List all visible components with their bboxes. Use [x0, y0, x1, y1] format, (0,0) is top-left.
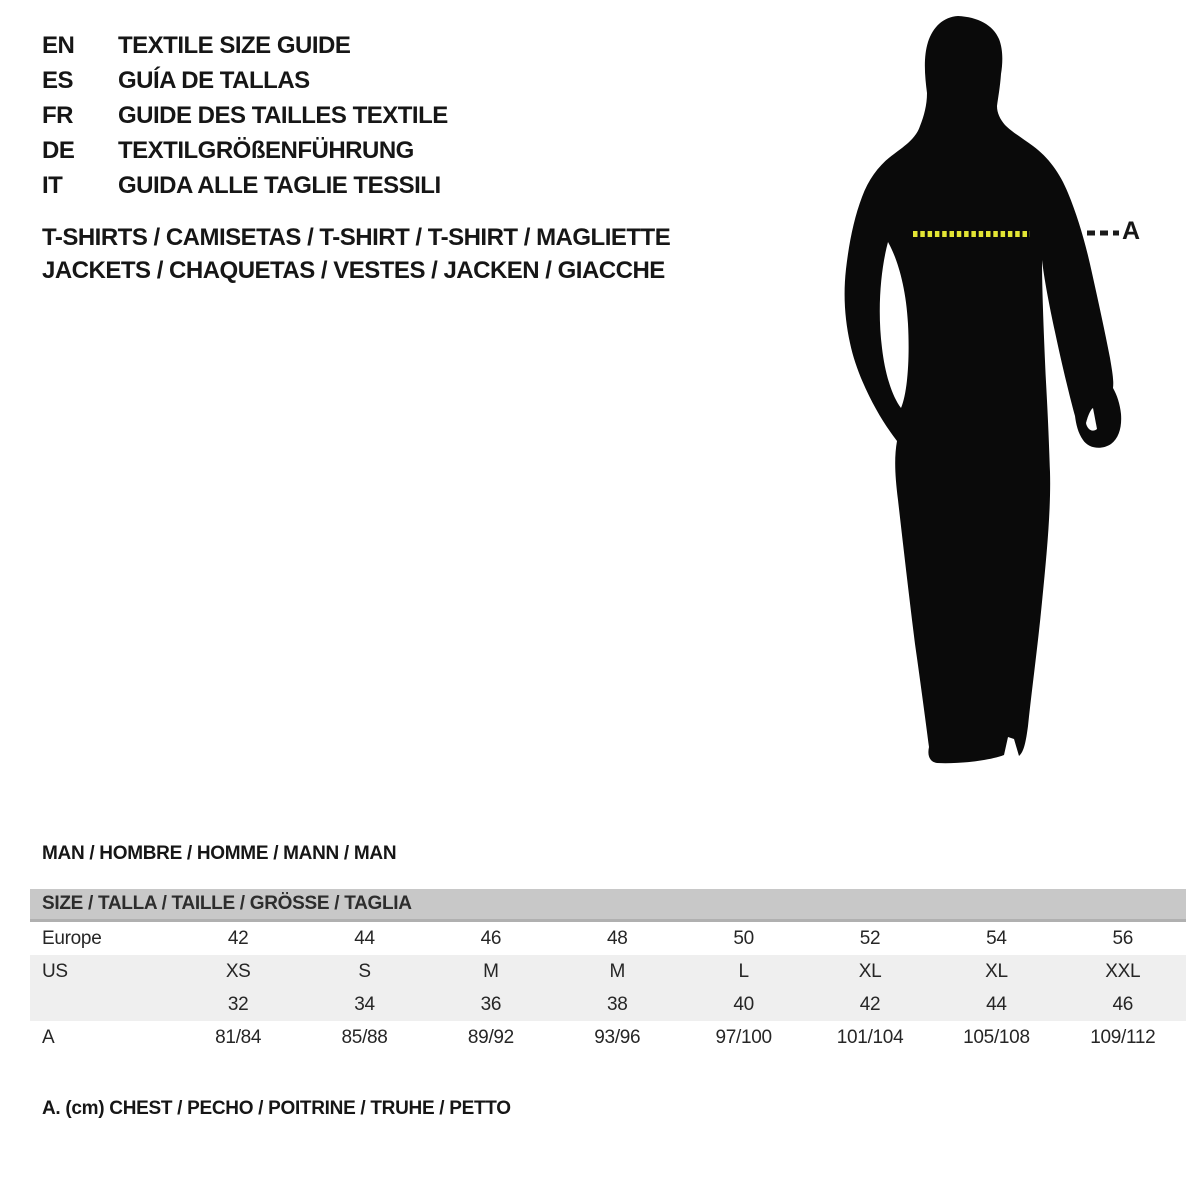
table-row-numeric: [30, 988, 1186, 1021]
category-line-jackets: JACKETS / CHAQUETAS / VESTES / JACKEN / GIACCHE: [42, 257, 665, 284]
size-value: 34: [354, 994, 375, 1015]
size-value: 44: [986, 994, 1007, 1015]
size-value: 32: [227, 994, 249, 1015]
size-value: 52: [859, 928, 881, 949]
language-guide-item: [42, 98, 448, 133]
size-table-header: SIZE / TALLA / TAILLE / GRÖSSE / TAGLIA: [30, 889, 1186, 922]
size-value: 85/88: [341, 1027, 388, 1048]
table-row-europe: [30, 922, 1186, 955]
man-silhouette: [840, 10, 1140, 780]
guide-title: GUIDA ALLE TAGLIE TESSILI: [118, 171, 441, 199]
size-value: 105/108: [963, 1027, 1030, 1048]
guide-title: GUÍA DE TALLAS: [118, 66, 310, 94]
size-value: S: [358, 961, 371, 982]
row-label: A: [42, 1027, 55, 1048]
size-value: XXL: [1105, 961, 1141, 982]
man-silhouette-body: [845, 16, 1122, 763]
size-value: M: [483, 961, 499, 982]
size-value: 44: [354, 928, 375, 949]
language-code: FR: [42, 101, 73, 129]
language-guide-item: [42, 63, 448, 98]
table-row-chest-a: [30, 1021, 1186, 1054]
size-value: 42: [859, 994, 881, 1015]
guide-title: TEXTILGRÖßENFÜHRUNG: [118, 136, 414, 164]
size-value: 56: [1112, 928, 1134, 949]
guide-title: GUIDE DES TAILLES TEXTILE: [118, 101, 448, 129]
row-label: Europe: [42, 928, 102, 949]
section-title: MAN / HOMBRE / HOMME / MANN / MAN: [42, 843, 397, 864]
language-guide-item: [42, 28, 448, 63]
size-value: 81/84: [215, 1027, 262, 1048]
size-value: 48: [607, 928, 628, 949]
size-value: 46: [480, 928, 502, 949]
size-value: 101/104: [836, 1027, 904, 1048]
size-value: 89/92: [467, 1027, 514, 1048]
language-guide-item: [42, 168, 448, 203]
size-value: 36: [480, 994, 502, 1015]
size-value: 46: [1112, 994, 1134, 1015]
measurement-caption: A. (cm) CHEST / PECHO / POITRINE / TRUHE / PETTO: [42, 1098, 511, 1119]
size-value: 109/112: [1090, 1027, 1156, 1048]
size-value: 42: [227, 928, 249, 949]
language-code: ES: [42, 66, 74, 94]
size-table: [30, 889, 1186, 1054]
size-value: XS: [225, 961, 251, 982]
language-guide-list: [42, 28, 448, 203]
language-guide-item: [42, 133, 448, 168]
size-value: L: [738, 961, 749, 982]
size-value: 50: [733, 928, 754, 949]
size-value: XL: [858, 961, 882, 982]
size-value: 54: [986, 928, 1007, 949]
category-lines: [42, 221, 670, 287]
guide-title: TEXTILE SIZE GUIDE: [118, 31, 351, 59]
size-value: 38: [607, 994, 628, 1015]
row-label: US: [42, 961, 68, 982]
language-code: IT: [42, 171, 63, 199]
language-code: DE: [42, 136, 75, 164]
table-row-us: [30, 955, 1186, 988]
size-value: 93/96: [594, 1027, 641, 1048]
size-value: XL: [985, 961, 1008, 982]
size-value: 97/100: [715, 1027, 772, 1048]
category-line-tshirts: T-SHIRTS / CAMISETAS / T-SHIRT / T-SHIRT / MAGLIETTE: [42, 224, 671, 251]
measure-label-a: A: [1122, 217, 1140, 245]
man-silhouette-figure: [840, 10, 1140, 780]
size-value: M: [609, 961, 626, 982]
language-code: EN: [42, 31, 75, 59]
row-label: [30, 988, 175, 1021]
size-value: 40: [733, 994, 754, 1015]
